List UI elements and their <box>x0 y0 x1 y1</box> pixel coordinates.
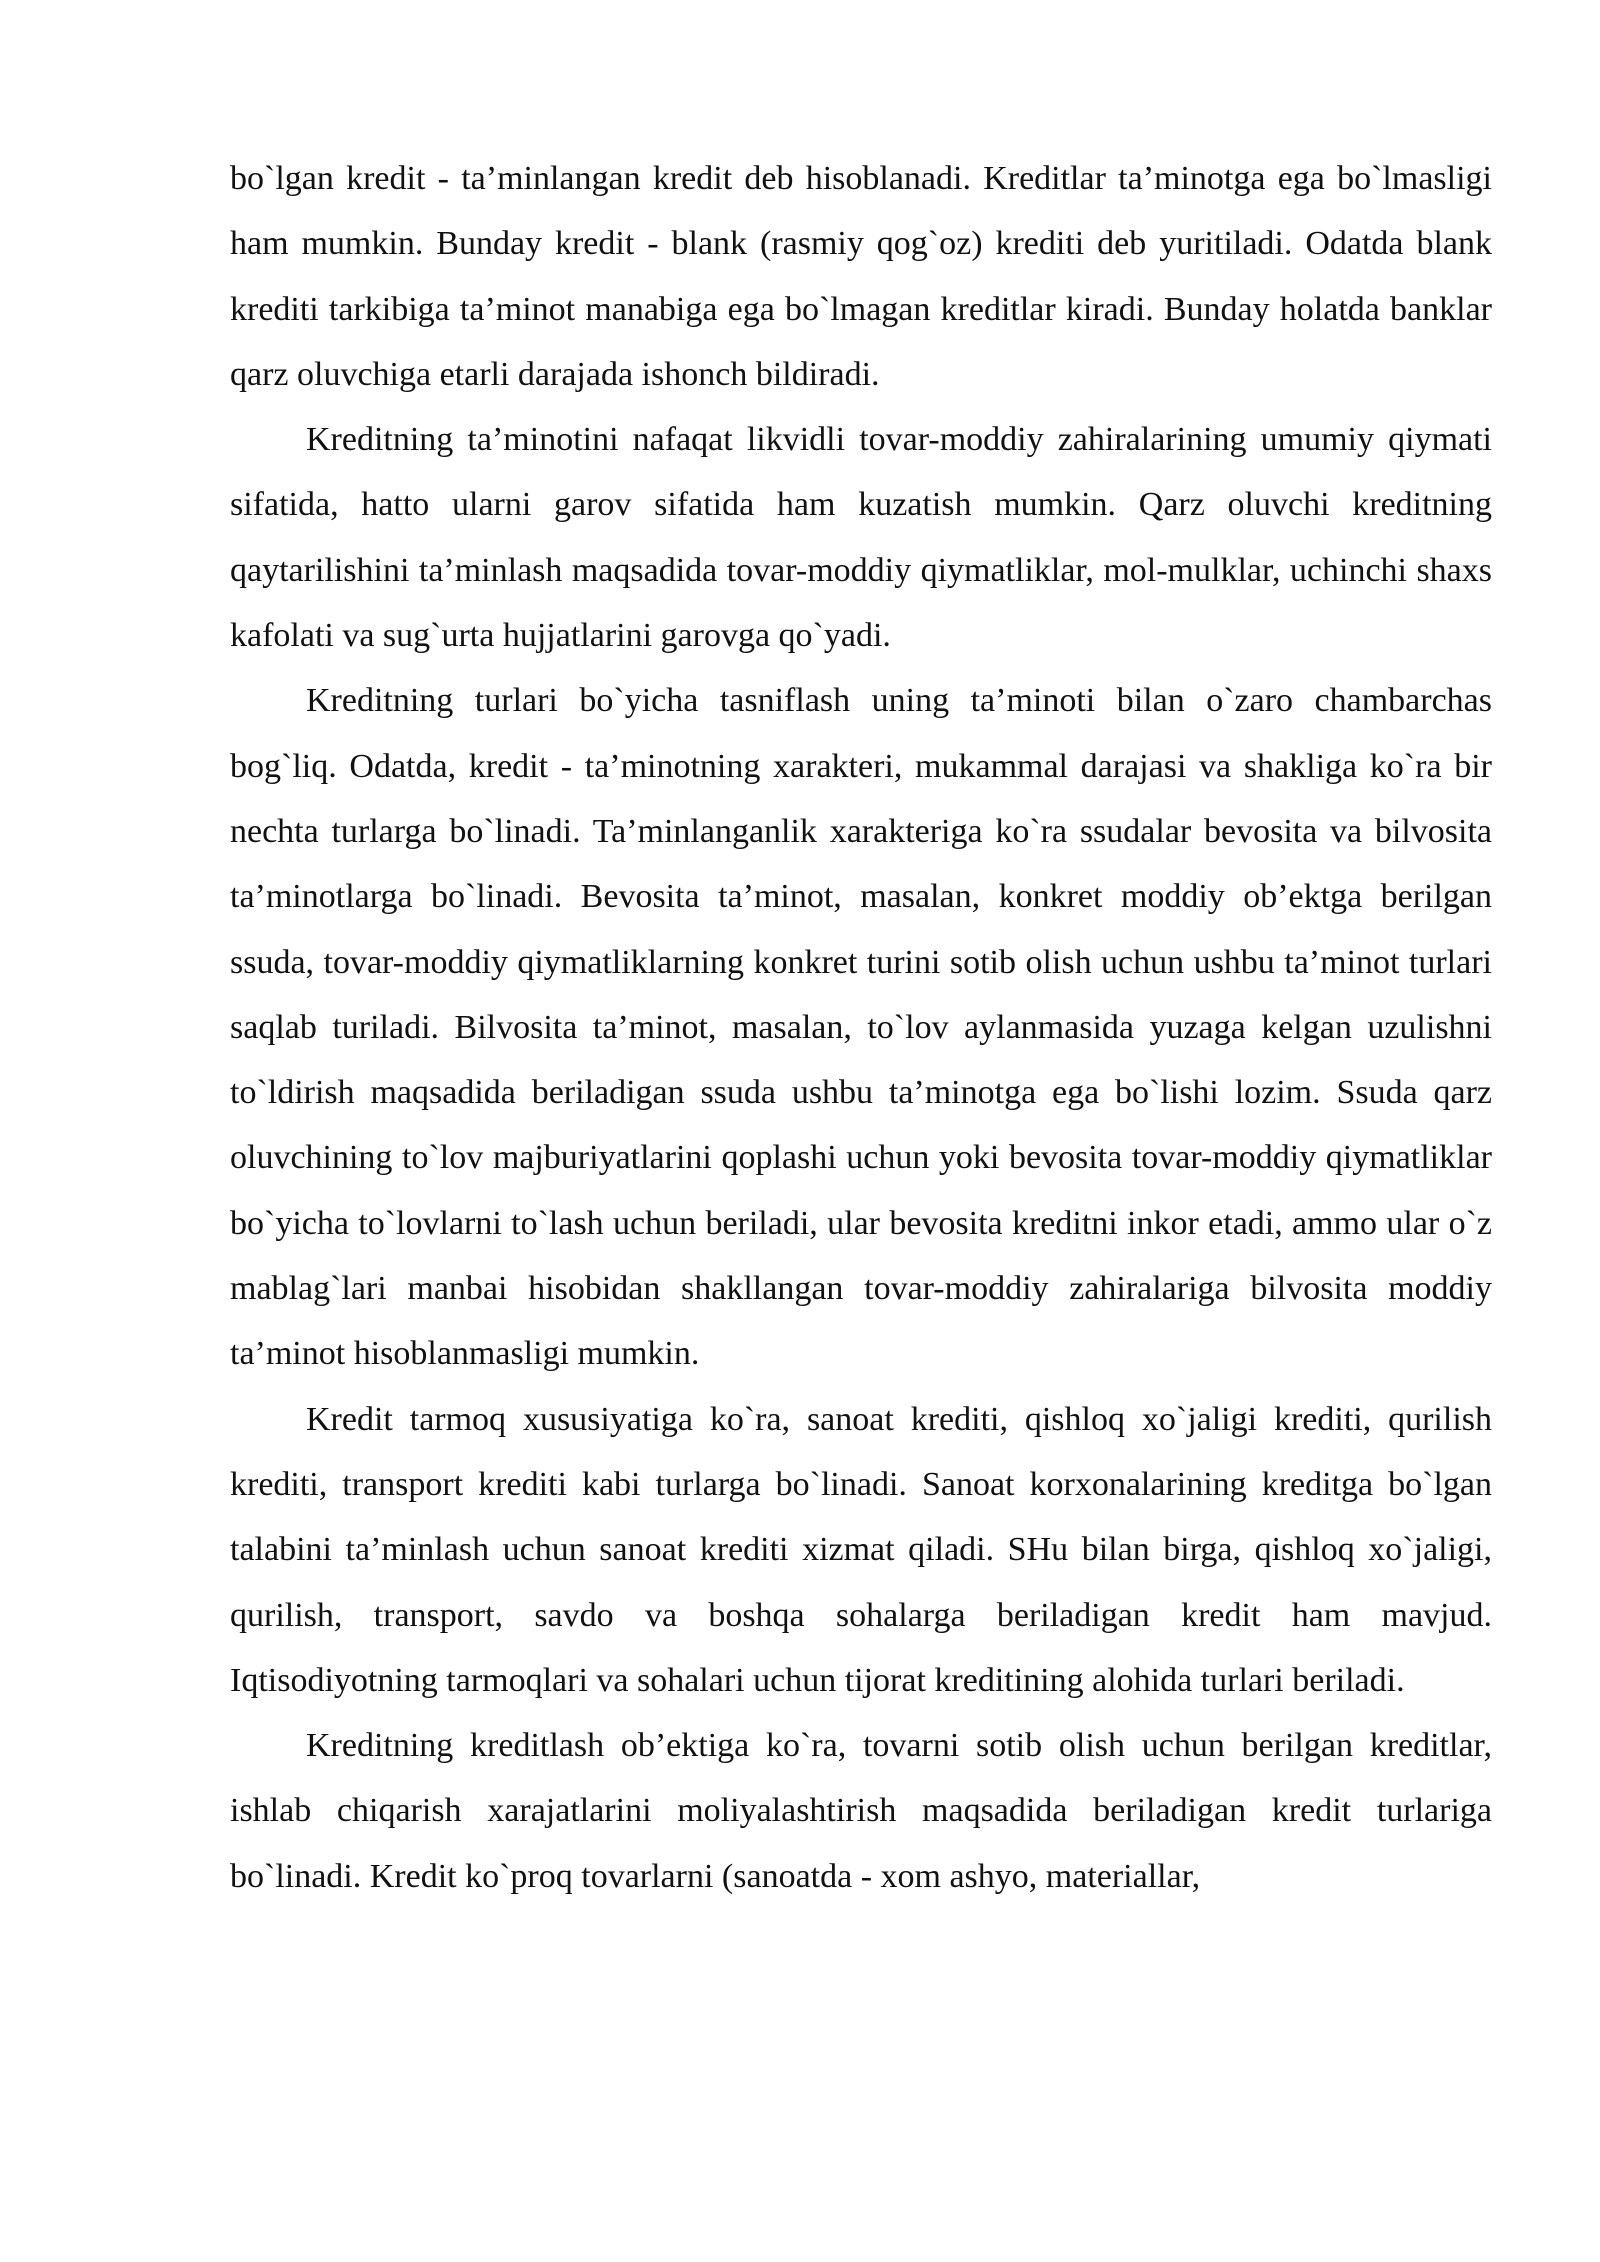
paragraph-credit-security: Kreditning ta’minotini nafaqat likvidli tovar-moddiy zahiralarining umumiy qiymati sifatida, hatto ularni garov sifatida ham kuzatish mumkin. Qarz oluvchi kreditning qaytarilishini ta’minlash maqsadida tovar-moddiy qiymatliklar, mol-mulklar, uchinchi shaxs kafolati va sug`urta hujjatlarini garovga qo`yadi. <box>230 421 1492 655</box>
document-body <box>230 146 1492 1909</box>
paragraph-credit-types-classification: Kreditning turlari bo`yicha tasniflash uning ta’minoti bilan o`zaro chambarchas bog`liq. Odatda, kredit - ta’minotning xarakteri, mukammal darajasi va shakliga ko`ra bir nechta turlarga bo`linadi. Ta’minlanganlik xarakteriga ko`ra ssudalar bevosita va bilvosita ta’minotlarga bo`linadi. Bevosita ta’minot, masalan, konkret moddiy ob’ektga berilgan ssuda, tovar-moddiy qiymatliklarning konkret turini sotib olish uchun ushbu ta’minot turlari saqlab turiladi. Bilvosita ta’minot, masalan, to`lov aylanmasida yuzaga kelgan uzulishni to`ldirish maqsadida beriladigan ssuda ushbu ta’minotga ega bo`lishi lozim. Ssuda qarz oluvchining to`lov majburiyatlarini qoplashi uchun yoki bevosita tovar-moddiy qiymatliklar bo`yicha to`lovlarni to`lash uchun beriladi, ular bevosita kreditni inkor etadi, ammo ular o`z mablag`lari manbai hisobidan shakllangan tovar-moddiy zahiralariga bilvosita moddiy ta’minot hisoblanmasligi mumkin. <box>230 682 1492 1373</box>
paragraph-credit-by-sector: Kredit tarmoq xususiyatiga ko`ra, sanoat krediti, qishloq xo`jaligi krediti, qurilish krediti, transport krediti kabi turlarga bo`linadi. Sanoat korxonalarining kreditga bo`lgan talabini ta’minlash uchun sanoat krediti xizmat qiladi. SHu bilan birga, qishloq xo`jaligi, qurilish, transport, savdo va boshqa sohalarga beriladigan kredit ham mavjud. Iqtisodiyotning tarmoqlari va sohalari uchun tijorat kreditining alohida turlari beriladi. <box>230 1400 1492 1699</box>
paragraph-continuation: bo`lgan kredit - ta’minlangan kredit deb hisoblanadi. Kreditlar ta’minotga ega bo`lmasligi ham mumkin. Bunday kredit - blank (rasmiy qog`oz) krediti deb yuritiladi. Odatda blank krediti tarkibiga ta’minot manabiga ega bo`lmagan kreditlar kiradi. Bunday holatda banklar qarz oluvchiga etarli darajada ishonch bildiradi. <box>230 160 1492 393</box>
paragraph-credit-by-object: Kreditning kreditlash ob’ektiga ko`ra, tovarni sotib olish uchun berilgan kreditlar, ishlab chiqarish xarajatlarini moliyalashtirish maqsadida beriladigan kredit turlariga bo`linadi. Kredit ko`proq tovarlarni (sanoatda - xom ashyo, materiallar, <box>230 1727 1492 1895</box>
